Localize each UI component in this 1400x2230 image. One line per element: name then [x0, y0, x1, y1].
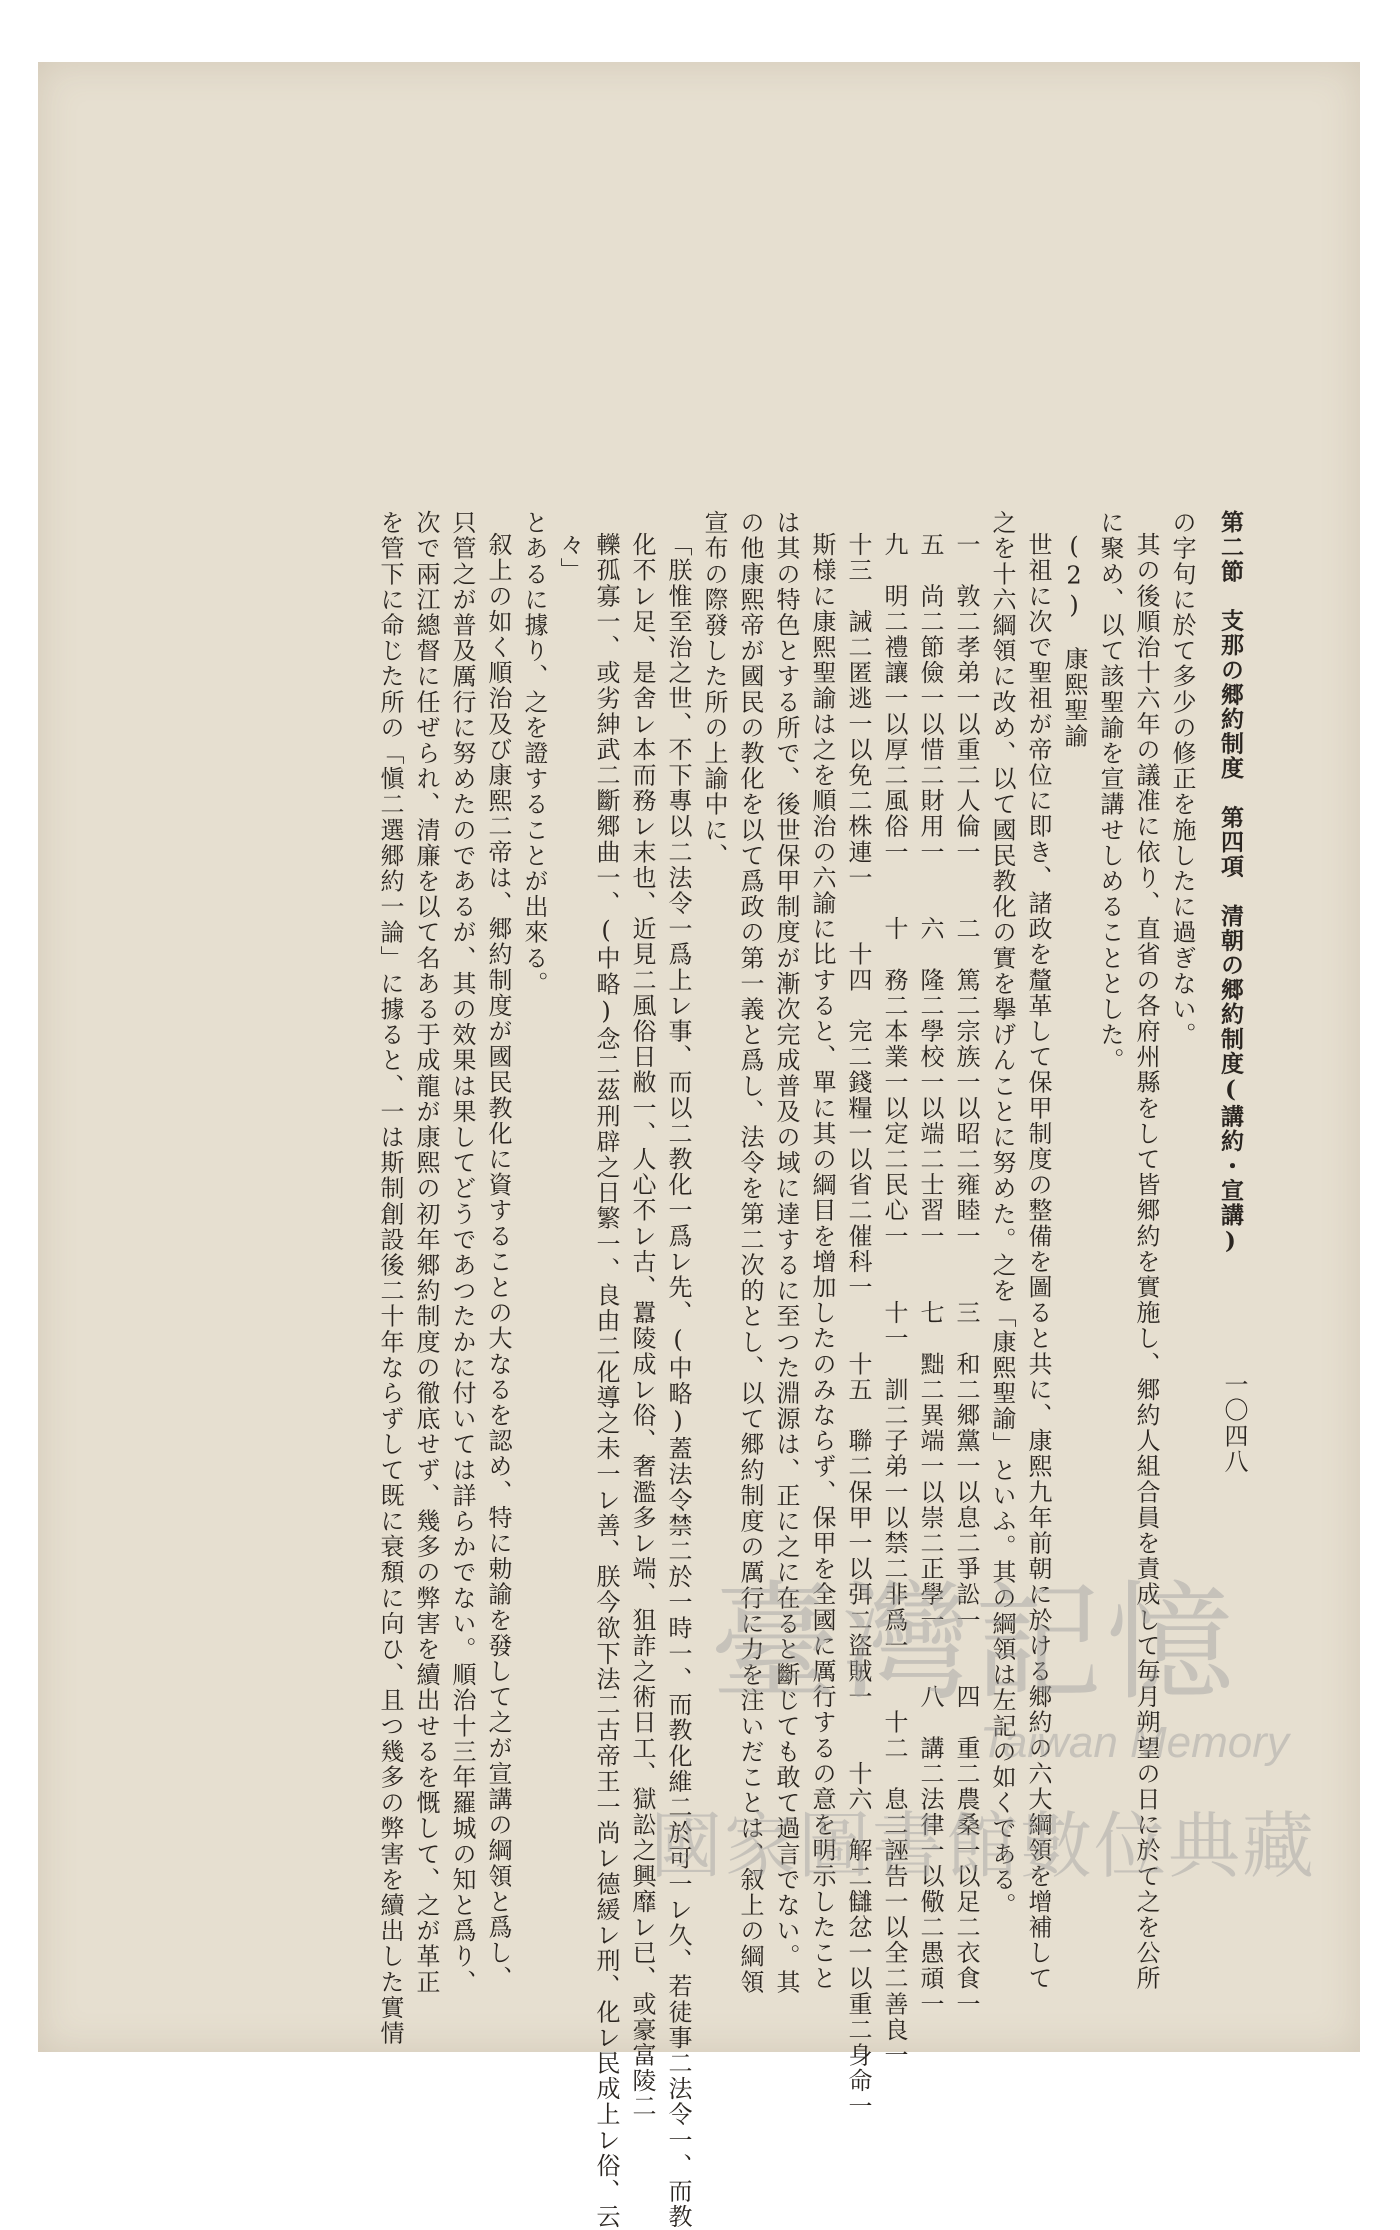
- watermark-title: 臺灣記憶: [710, 1569, 1239, 1718]
- quotation-column: 々」: [556, 532, 584, 584]
- running-header: 第二節 支那の郷約制度 第四項 清朝の郷約制度(講約・宣講): [1217, 510, 1244, 1256]
- quotation-column: 轢孤寡一、或劣紳武二斷郷曲一、(中略)念二茲刑辟之日繁一、良由二化導之未一レ善、朕今欲下法二古帝王一尚レ德緩レ刑、化レ民成上レ俗、云: [592, 532, 620, 2230]
- book-page: [38, 62, 1360, 2230]
- section-heading: (2) 康熙聖諭: [1060, 532, 1088, 749]
- text-column: に聚め、以て該聖諭を宣講せしめることとした。: [1096, 510, 1124, 1074]
- text-column: を管下に命じた所の「愼二選郷約一論」に據ると、一は斯制創設後二十年ならずして既に衰頽に向ひ、且つ幾多の弊害を續出した實情: [376, 510, 404, 2046]
- text-column: 叙上の如く順治及び康熙二帝は、郷約制度が國民教化に資することの大なるを認め、特に勅諭を發して之が宣講の綱領と爲し、: [484, 532, 512, 1992]
- quotation-column: 化不レ足、是舍レ本而務レ末也、近見二風俗日敝一、人心不レ古、囂陵成レ俗、奢濫多レ端、狙詐之術日工、獄訟之興靡レ已、或豪富陵二: [628, 532, 656, 2120]
- text-column: 宣布の際發した所の上諭中に、: [700, 510, 728, 869]
- text-column: 世祖に次で聖祖が帝位に即き、諸政を釐革して保甲制度の整備を圖ると共に、康熙九年前朝に於ける郷約の六大綱領を增補して: [1024, 532, 1052, 1992]
- text-column: 之を十六綱領に改め、以て國民教化の實を擧げんことに努めた。之を「康熙聖諭」といふ。其の綱領は左記の如くである。: [988, 510, 1016, 1918]
- text-column: 其の後順治十六年の議准に依り、直省の各府州縣をして皆郷約を實施し、郷約人組合員を責成して毎月朔望の日に於て之を公所: [1132, 532, 1160, 1992]
- text-column: とあるに據り、之を證することが出來る。: [520, 510, 548, 997]
- watermark-english: Taiwan Memory: [980, 1718, 1289, 1767]
- quotation-column: 「朕惟至治之世、不下專以二法令一爲上レ事、而以二教化一爲レ先、(中略)蓋法令禁二於一時一、而教化維二於可一レ久、若徒事二法令一、而教: [664, 532, 692, 2230]
- text-column: 斯様に康熙聖諭は之を順治の六諭に比すると、單に其の綱目を增加したのみならず、保甲を全國に厲行するの意を明示したこと: [808, 532, 836, 1992]
- text-column: は其の特色とする所で、後世保甲制度が漸次完成普及の域に達するに至つた淵源は、正に之に在ると斷じても敢て過言でない。其: [772, 510, 800, 1995]
- text-column: の他康熙帝が國民の教化を以て爲政の第一義と爲し、法令を第二次的とし、以て郷約制度の厲行に力を注いだことは、叙上の綱領: [736, 510, 764, 1995]
- text-column: の字句に於て多少の修正を施したに過ぎない。: [1168, 510, 1196, 1048]
- text-column: 次で兩江總督に任ぜられ、清廉を以て名ある于成龍が康熙の初年郷約制度の徹底せず、幾多の弊害を續出せるを慨して、之が革正: [412, 510, 440, 1995]
- edict-list-row: 九 明二禮讓一以厚二風俗一 十 務二本業一以定二民心一 十一 訓二子弟一以禁二非爲一 十二 息二誣告一以全二善良一: [880, 532, 908, 2068]
- page-number: 一〇四八: [1220, 1372, 1248, 1475]
- text-column: 只管之が普及厲行に努めたのであるが、其の效果は果してどうであつたかに付いては詳らかでない。順治十三年羅城の知と爲り、: [448, 510, 476, 1995]
- edict-list-row: 十三 誡二匿逃一以免二株連一 十四 完二錢糧一以省二催科一 十五 聯二保甲一以弭二盜賊一 十六 解二讎忿一以重二身命一: [844, 532, 872, 2120]
- edict-list-row: 五 尚二節儉一以惜二財用一 六 隆二學校一以端二士習一 七 黜二異端一以崇二正學一 八 講二法律一以儆二愚頑一: [916, 532, 944, 2017]
- edict-list-row: 一 敦二孝弟一以重二人倫一 二 篤二宗族一以昭二雍睦一 三 和二郷黨一以息二爭訟一 四 重二農桑一以足二衣食一: [952, 532, 980, 2017]
- watermark-subtitle: 國家圖書館數位典藏: [650, 1804, 1317, 1888]
